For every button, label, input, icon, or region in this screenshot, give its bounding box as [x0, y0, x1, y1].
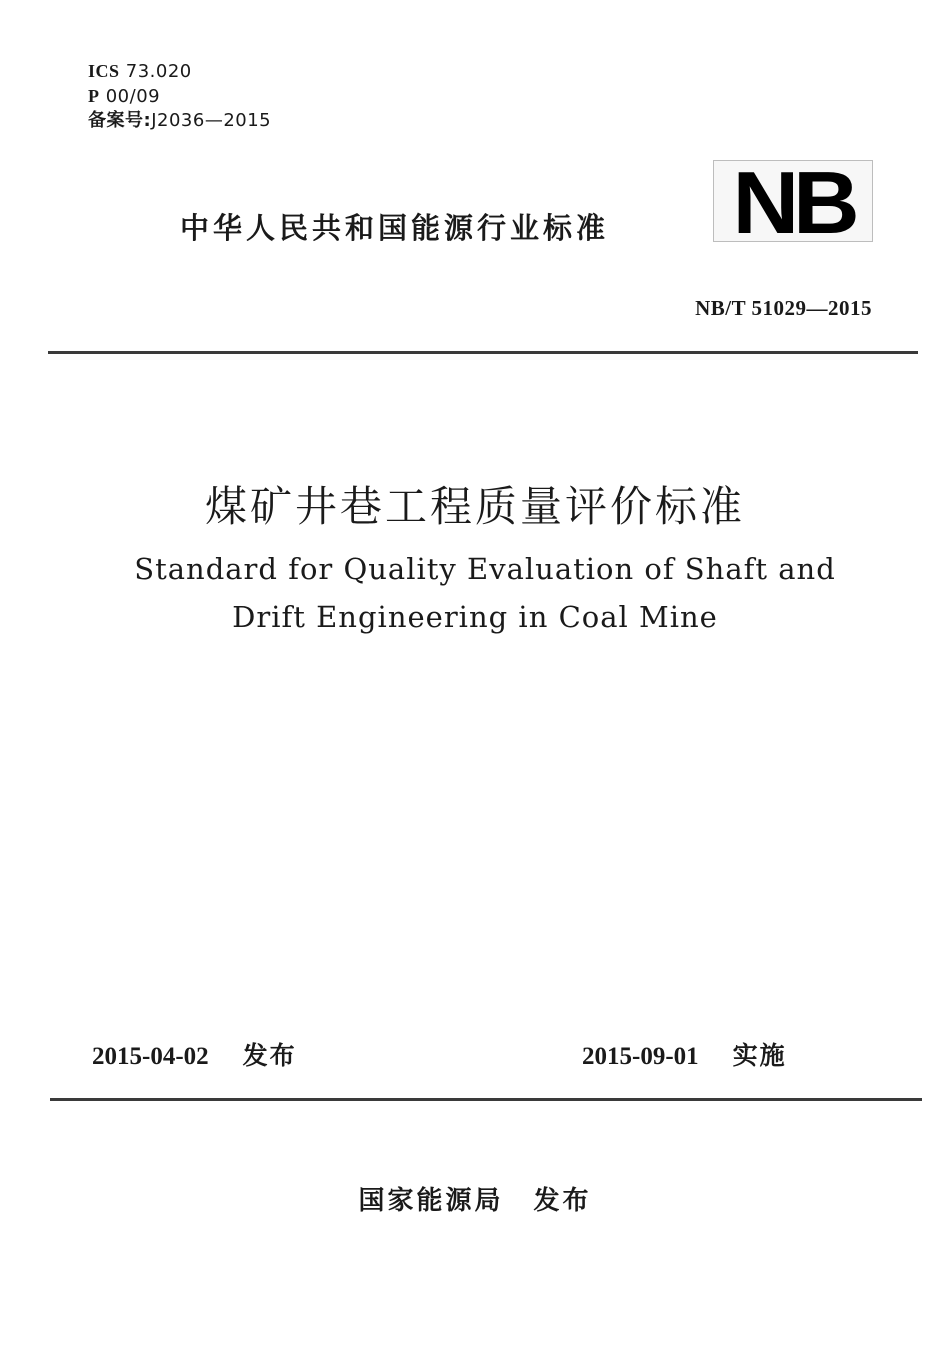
- record-value: J2036—2015: [151, 110, 272, 131]
- publisher-name: 国家能源局: [358, 1186, 504, 1216]
- ics-value: 73.020: [125, 61, 192, 82]
- implement-date: 2015-09-01: [582, 1043, 699, 1070]
- issue-date-block: [92, 1036, 297, 1072]
- implement-date-block: [582, 1036, 787, 1072]
- organization-name: 中华人民共和国能源行业标准: [180, 211, 610, 245]
- classification-label: P: [88, 86, 100, 106]
- title-english-line2: Drift Engineering in Coal Mine: [232, 600, 718, 634]
- title-chinese: 煤矿井巷工程质量评价标准: [204, 482, 745, 531]
- implement-label: 实施: [732, 1041, 787, 1070]
- issue-date: 2015-04-02: [92, 1043, 209, 1070]
- record-label: 备案号:: [88, 110, 152, 131]
- publisher-block: [0, 1180, 950, 1217]
- classification-value: 00/09: [105, 86, 161, 107]
- issue-label: 发布: [242, 1041, 297, 1070]
- record-number: [88, 110, 271, 132]
- title-english-line1: Standard for Quality Evaluation of Shaft and: [134, 552, 836, 586]
- nb-logo-text: NB: [732, 160, 854, 242]
- publisher-label: 发布: [533, 1186, 592, 1216]
- top-divider: [48, 351, 918, 354]
- nb-logo: [713, 160, 873, 242]
- ics-label: ICS: [88, 61, 120, 81]
- bottom-divider: [50, 1098, 922, 1101]
- ics-code: [88, 60, 192, 83]
- classification-code: [88, 85, 160, 108]
- standard-number: NB/T 51029—2015: [695, 296, 872, 320]
